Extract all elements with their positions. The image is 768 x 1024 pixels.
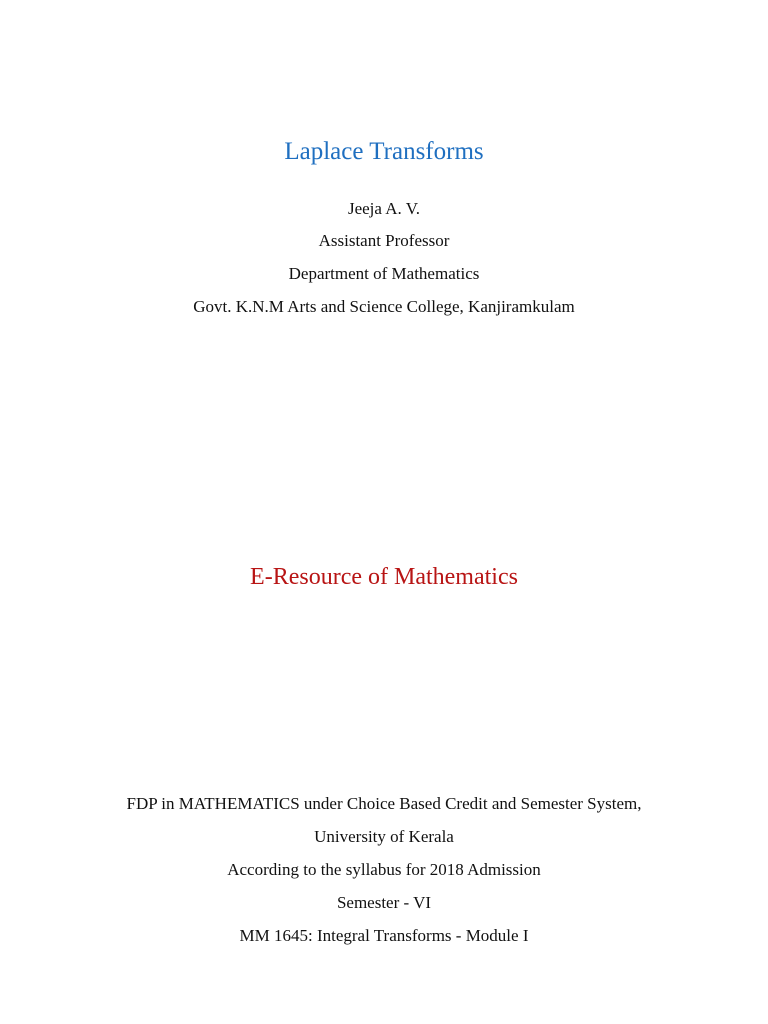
author-department: Department of Mathematics xyxy=(288,264,480,283)
resource-heading: E-Resource of Mathematics xyxy=(250,564,518,590)
syllabus-line: According to the syllabus for 2018 Admission xyxy=(227,860,541,879)
semester-line: Semester - VI xyxy=(336,893,432,912)
author-college: Govt. K.N.M Arts and Science College, Kanjiramkulam xyxy=(193,297,575,316)
document-title: Laplace Transforms xyxy=(284,138,484,165)
author-position: Assistant Professor xyxy=(318,231,450,250)
course-line: MM 1645: Integral Transforms - Module I xyxy=(239,926,529,945)
university-line: University of Kerala xyxy=(314,827,454,846)
program-line: FDP in MATHEMATICS under Choice Based Credit and Semester System, xyxy=(126,794,642,813)
author-name: Jeeja A. V. xyxy=(347,199,421,218)
